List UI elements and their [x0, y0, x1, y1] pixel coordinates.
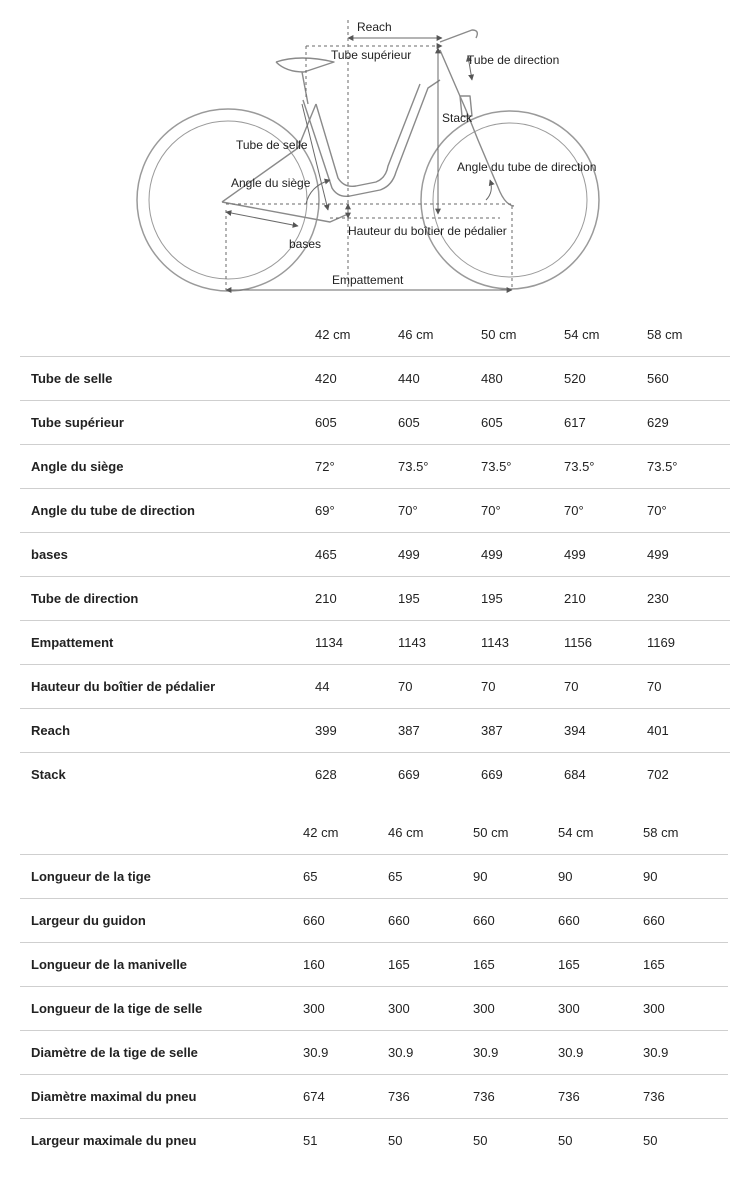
- cell-value: 70: [647, 665, 730, 709]
- cell-value: 210: [564, 577, 647, 621]
- cell-value: 195: [481, 577, 564, 621]
- cell-value: 210: [315, 577, 398, 621]
- table-row: [20, 489, 730, 533]
- cell-value: 669: [398, 753, 481, 797]
- row-label: Tube supérieur: [20, 401, 315, 445]
- row-label: Largeur maximale du pneu: [20, 1119, 303, 1163]
- cell-value: 300: [388, 987, 473, 1031]
- table-row: [20, 987, 728, 1031]
- cell-value: 70: [564, 665, 647, 709]
- cell-value: 165: [473, 943, 558, 987]
- cell-value: 399: [315, 709, 398, 753]
- cell-value: 73.5°: [398, 445, 481, 489]
- cell-value: 605: [315, 401, 398, 445]
- label-stack: Stack: [442, 111, 473, 125]
- cell-value: 165: [643, 943, 728, 987]
- cell-value: 480: [481, 357, 564, 401]
- cell-value: 230: [647, 577, 730, 621]
- size-header: 42 cm: [315, 326, 351, 342]
- bike-geometry-diagram: [0, 0, 738, 305]
- label-reach: Reach: [357, 20, 392, 34]
- cell-value: 65: [303, 855, 388, 899]
- cell-value: 90: [473, 855, 558, 899]
- cell-value: 499: [564, 533, 647, 577]
- table-row: [20, 709, 730, 753]
- rear-wheel: [137, 109, 322, 291]
- cell-value: 73.5°: [481, 445, 564, 489]
- cell-value: 51: [303, 1119, 388, 1163]
- cell-value: 70°: [398, 489, 481, 533]
- row-label: Stack: [20, 753, 315, 797]
- row-label: Longueur de la tige: [20, 855, 303, 899]
- cell-value: 736: [643, 1075, 728, 1119]
- cell-value: 669: [481, 753, 564, 797]
- cell-value: 30.9: [303, 1031, 388, 1075]
- cell-value: 44: [315, 665, 398, 709]
- table-row: [20, 943, 728, 987]
- cell-value: 499: [398, 533, 481, 577]
- size-header: 54 cm: [564, 326, 600, 342]
- row-label: Empattement: [20, 621, 315, 665]
- cell-value: 300: [643, 987, 728, 1031]
- label-head-angle: Angle du tube de direction: [457, 160, 597, 174]
- cell-value: 1156: [564, 621, 647, 665]
- size-header: 50 cm: [481, 326, 517, 342]
- table-row: [20, 401, 730, 445]
- row-label: Reach: [20, 709, 315, 753]
- table-row: [20, 577, 730, 621]
- cell-value: 30.9: [473, 1031, 558, 1075]
- cell-value: 65: [388, 855, 473, 899]
- cell-value: 605: [398, 401, 481, 445]
- row-label: Tube de selle: [20, 357, 315, 401]
- label-seat-tube: Tube de selle: [236, 138, 308, 152]
- size-header-row: [20, 810, 728, 855]
- cell-value: 30.9: [388, 1031, 473, 1075]
- cell-value: 73.5°: [564, 445, 647, 489]
- cell-value: 660: [473, 899, 558, 943]
- cell-value: 73.5°: [647, 445, 730, 489]
- cell-value: 70°: [564, 489, 647, 533]
- table-row: [20, 621, 730, 665]
- row-label: Longueur de la manivelle: [20, 943, 303, 987]
- cell-value: 30.9: [643, 1031, 728, 1075]
- row-label: Angle du tube de direction: [20, 489, 315, 533]
- cell-value: 90: [643, 855, 728, 899]
- cell-value: 401: [647, 709, 730, 753]
- cell-value: 165: [388, 943, 473, 987]
- cell-value: 394: [564, 709, 647, 753]
- cell-value: 605: [481, 401, 564, 445]
- row-label: Longueur de la tige de selle: [20, 987, 303, 1031]
- cell-value: 69°: [315, 489, 398, 533]
- cell-value: 50: [643, 1119, 728, 1163]
- table-row: [20, 1031, 728, 1075]
- cell-value: 300: [303, 987, 388, 1031]
- label-chainstay: bases: [289, 237, 322, 251]
- cell-value: 465: [315, 533, 398, 577]
- table-row: [20, 357, 730, 401]
- label-top-tube: Tube supérieur: [331, 48, 412, 62]
- cell-value: 387: [398, 709, 481, 753]
- size-header: 50 cm: [473, 824, 509, 840]
- cell-value: 660: [643, 899, 728, 943]
- cell-value: 165: [558, 943, 643, 987]
- cell-value: 50: [558, 1119, 643, 1163]
- cell-value: 660: [558, 899, 643, 943]
- cell-value: 70°: [647, 489, 730, 533]
- cell-value: 560: [647, 357, 730, 401]
- cell-value: 70: [481, 665, 564, 709]
- cell-value: 70°: [481, 489, 564, 533]
- size-header: 54 cm: [558, 824, 594, 840]
- table-row: [20, 1075, 728, 1119]
- cell-value: 90: [558, 855, 643, 899]
- cell-value: 1143: [481, 621, 564, 665]
- table-row: [20, 1119, 728, 1163]
- table-row: [20, 855, 728, 899]
- cell-value: 195: [398, 577, 481, 621]
- cell-value: 736: [388, 1075, 473, 1119]
- size-header: 58 cm: [643, 824, 679, 840]
- cell-value: 420: [315, 357, 398, 401]
- cell-value: 629: [647, 401, 730, 445]
- row-label: Angle du siège: [20, 445, 315, 489]
- header-empty-cell: [20, 810, 303, 855]
- label-bb-height: Hauteur du boîtier de pédalier: [348, 224, 507, 238]
- size-header: 46 cm: [388, 824, 424, 840]
- cell-value: 300: [473, 987, 558, 1031]
- cell-value: 499: [647, 533, 730, 577]
- cell-value: 1143: [398, 621, 481, 665]
- components-table: [20, 810, 728, 1162]
- cell-value: 660: [388, 899, 473, 943]
- table-row: [20, 533, 730, 577]
- cell-value: 50: [473, 1119, 558, 1163]
- row-label: bases: [20, 533, 315, 577]
- cell-value: 30.9: [558, 1031, 643, 1075]
- cell-value: 674: [303, 1075, 388, 1119]
- table-row: [20, 899, 728, 943]
- size-header: 42 cm: [303, 824, 339, 840]
- cell-value: 160: [303, 943, 388, 987]
- cell-value: 684: [564, 753, 647, 797]
- cell-value: 499: [481, 533, 564, 577]
- cell-value: 387: [481, 709, 564, 753]
- row-label: Hauteur du boîtier de pédalier: [20, 665, 315, 709]
- cell-value: 1169: [647, 621, 730, 665]
- cell-value: 440: [398, 357, 481, 401]
- header-empty-cell: [20, 312, 315, 357]
- size-header: 46 cm: [398, 326, 434, 342]
- cell-value: 70: [398, 665, 481, 709]
- table-row: [20, 665, 730, 709]
- cell-value: 50: [388, 1119, 473, 1163]
- row-label: Diamètre maximal du pneu: [20, 1075, 303, 1119]
- cell-value: 72°: [315, 445, 398, 489]
- label-wheelbase: Empattement: [332, 273, 404, 287]
- table-row: [20, 445, 730, 489]
- cell-value: 617: [564, 401, 647, 445]
- cell-value: 1134: [315, 621, 398, 665]
- frame-geometry-table: [20, 312, 730, 796]
- cell-value: 300: [558, 987, 643, 1031]
- label-head-tube: Tube de direction: [467, 53, 560, 67]
- size-header: 58 cm: [647, 326, 683, 342]
- cell-value: 520: [564, 357, 647, 401]
- front-wheel: [421, 111, 599, 289]
- cell-value: 736: [473, 1075, 558, 1119]
- label-seat-angle: Angle du siège: [231, 176, 311, 190]
- cell-value: 628: [315, 753, 398, 797]
- row-label: Tube de direction: [20, 577, 315, 621]
- table-row: [20, 753, 730, 797]
- cell-value: 736: [558, 1075, 643, 1119]
- cell-value: 702: [647, 753, 730, 797]
- cell-value: 660: [303, 899, 388, 943]
- size-header-row: [20, 312, 730, 357]
- row-label: Largeur du guidon: [20, 899, 303, 943]
- row-label: Diamètre de la tige de selle: [20, 1031, 303, 1075]
